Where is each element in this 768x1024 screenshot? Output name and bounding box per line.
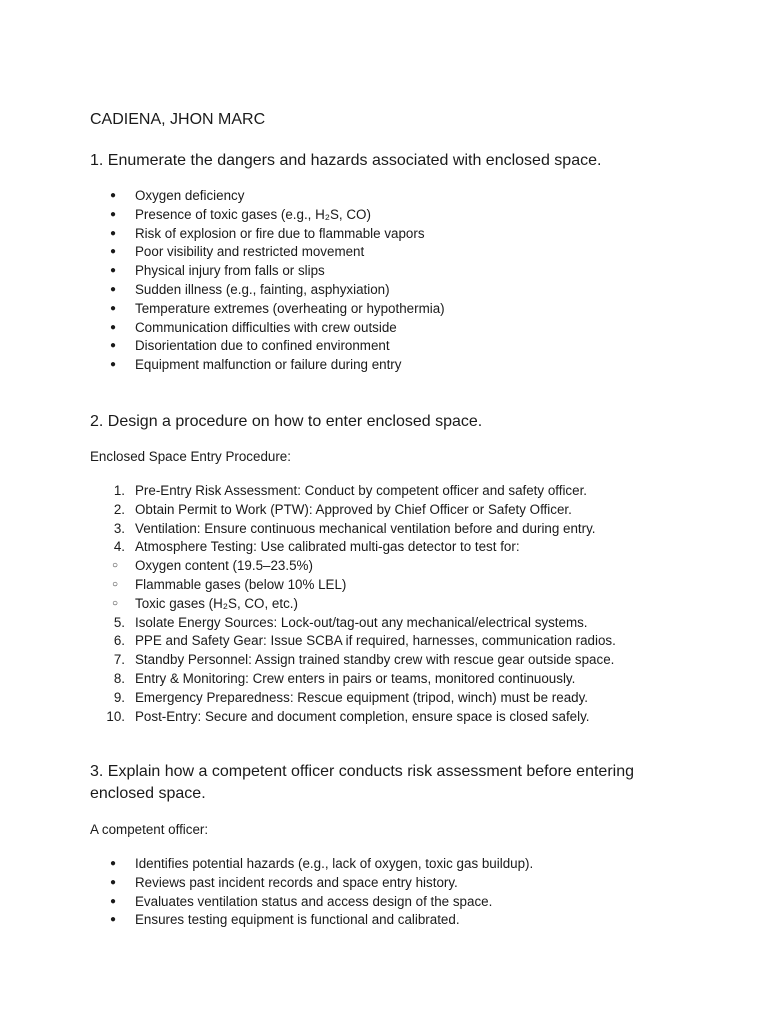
list-item: ● Sudden illness (e.g., fainting, asphyxiation) (90, 281, 445, 300)
list-item: ● Equipment malfunction or failure during entry (90, 356, 445, 375)
list-item: ● Ensures testing equipment is functional and calibrated. (90, 911, 533, 930)
list-item: ● Risk of explosion or fire due to flammable vapors (90, 225, 445, 244)
list-item (90, 501, 616, 520)
list-item (90, 614, 616, 633)
list-item: ● Oxygen deficiency (90, 187, 445, 206)
step-text: Atmosphere Testing: Use calibrated multi-gas detector to test for: (135, 539, 520, 555)
step-number: 3. (113, 520, 125, 536)
step-number: 6. (113, 633, 125, 649)
question-3-heading: 3. Explain how a competent officer conducts risk assessment before entering enclosed space. (90, 763, 634, 802)
step-text: Post-Entry: Secure and document completion, ensure space is closed safely. (135, 708, 590, 724)
step-number: 10. (106, 708, 125, 724)
step-number: 8. (113, 670, 125, 686)
list-item: ● Poor visibility and restricted movement (90, 243, 445, 262)
step-text: Entry & Monitoring: Crew enters in pairs or teams, monitored continuously. (135, 670, 576, 686)
list-item: ● Communication difficulties with crew outside (90, 319, 445, 338)
hazards-list (90, 187, 445, 375)
step-number: 7. (113, 652, 125, 668)
step-text: Isolate Energy Sources: Lock-out/tag-out any mechanical/electrical systems. (135, 614, 588, 630)
list-item (90, 520, 616, 539)
list-item (90, 708, 616, 727)
list-item (90, 651, 616, 670)
step-text: Ventilation: Ensure continuous mechanical ventilation before and during entry. (135, 520, 596, 536)
author-name: CADIENA, JHON MARC (90, 111, 266, 128)
substep-container (90, 557, 616, 613)
list-item (90, 632, 616, 651)
step-number: 9. (113, 689, 125, 705)
list-item: ○ Flammable gases (below 10% LEL) (45, 576, 616, 595)
step-text: PPE and Safety Gear: Issue SCBA if required, harnesses, communication radios. (135, 633, 616, 649)
list-item (90, 689, 616, 708)
question-2-heading: 2. Design a procedure on how to enter enclosed space. (90, 413, 483, 430)
step-number: 1. (113, 483, 125, 498)
atmosphere-tests-list (90, 557, 616, 613)
list-item (90, 538, 616, 557)
step-number: 4. (113, 539, 125, 555)
list-item: ○ Toxic gases (H₂S, CO, etc.) (45, 595, 616, 614)
list-item (90, 670, 616, 689)
procedure-steps (90, 482, 616, 726)
officer-duties-list (90, 855, 533, 930)
procedure-intro: Enclosed Space Entry Procedure: (90, 449, 291, 464)
list-item: ○ Oxygen content (19.5–23.5%) (45, 557, 616, 576)
list-item: ● Disorientation due to confined environment (90, 337, 445, 356)
step-text: Standby Personnel: Assign trained standby crew with rescue gear outside space. (135, 652, 615, 668)
list-item: ● Identifies potential hazards (e.g., lack of oxygen, toxic gas buildup). (90, 855, 533, 874)
step-text: Emergency Preparedness: Rescue equipment (tripod, winch) must be ready. (135, 689, 589, 705)
step-number: 2. (113, 501, 125, 517)
list-item: ● Physical injury from falls or slips (90, 262, 445, 281)
step-text: Obtain Permit to Work (PTW): Approved by Chief Officer or Safety Officer. (135, 501, 572, 517)
list-item (90, 482, 616, 501)
step-number: 5. (113, 614, 125, 630)
list-item: ● Reviews past incident records and space entry history. (90, 874, 533, 893)
list-item: ● Evaluates ventilation status and access design of the space. (90, 893, 533, 912)
officer-intro: A competent officer: (90, 822, 209, 837)
list-item: ● Presence of toxic gases (e.g., H₂S, CO) (90, 206, 445, 225)
list-item: ● Temperature extremes (overheating or hypothermia) (90, 300, 445, 319)
question-1-heading: 1. Enumerate the dangers and hazards associated with enclosed space. (90, 152, 602, 169)
step-text: Pre-Entry Risk Assessment: Conduct by competent officer and safety officer. (135, 483, 588, 498)
